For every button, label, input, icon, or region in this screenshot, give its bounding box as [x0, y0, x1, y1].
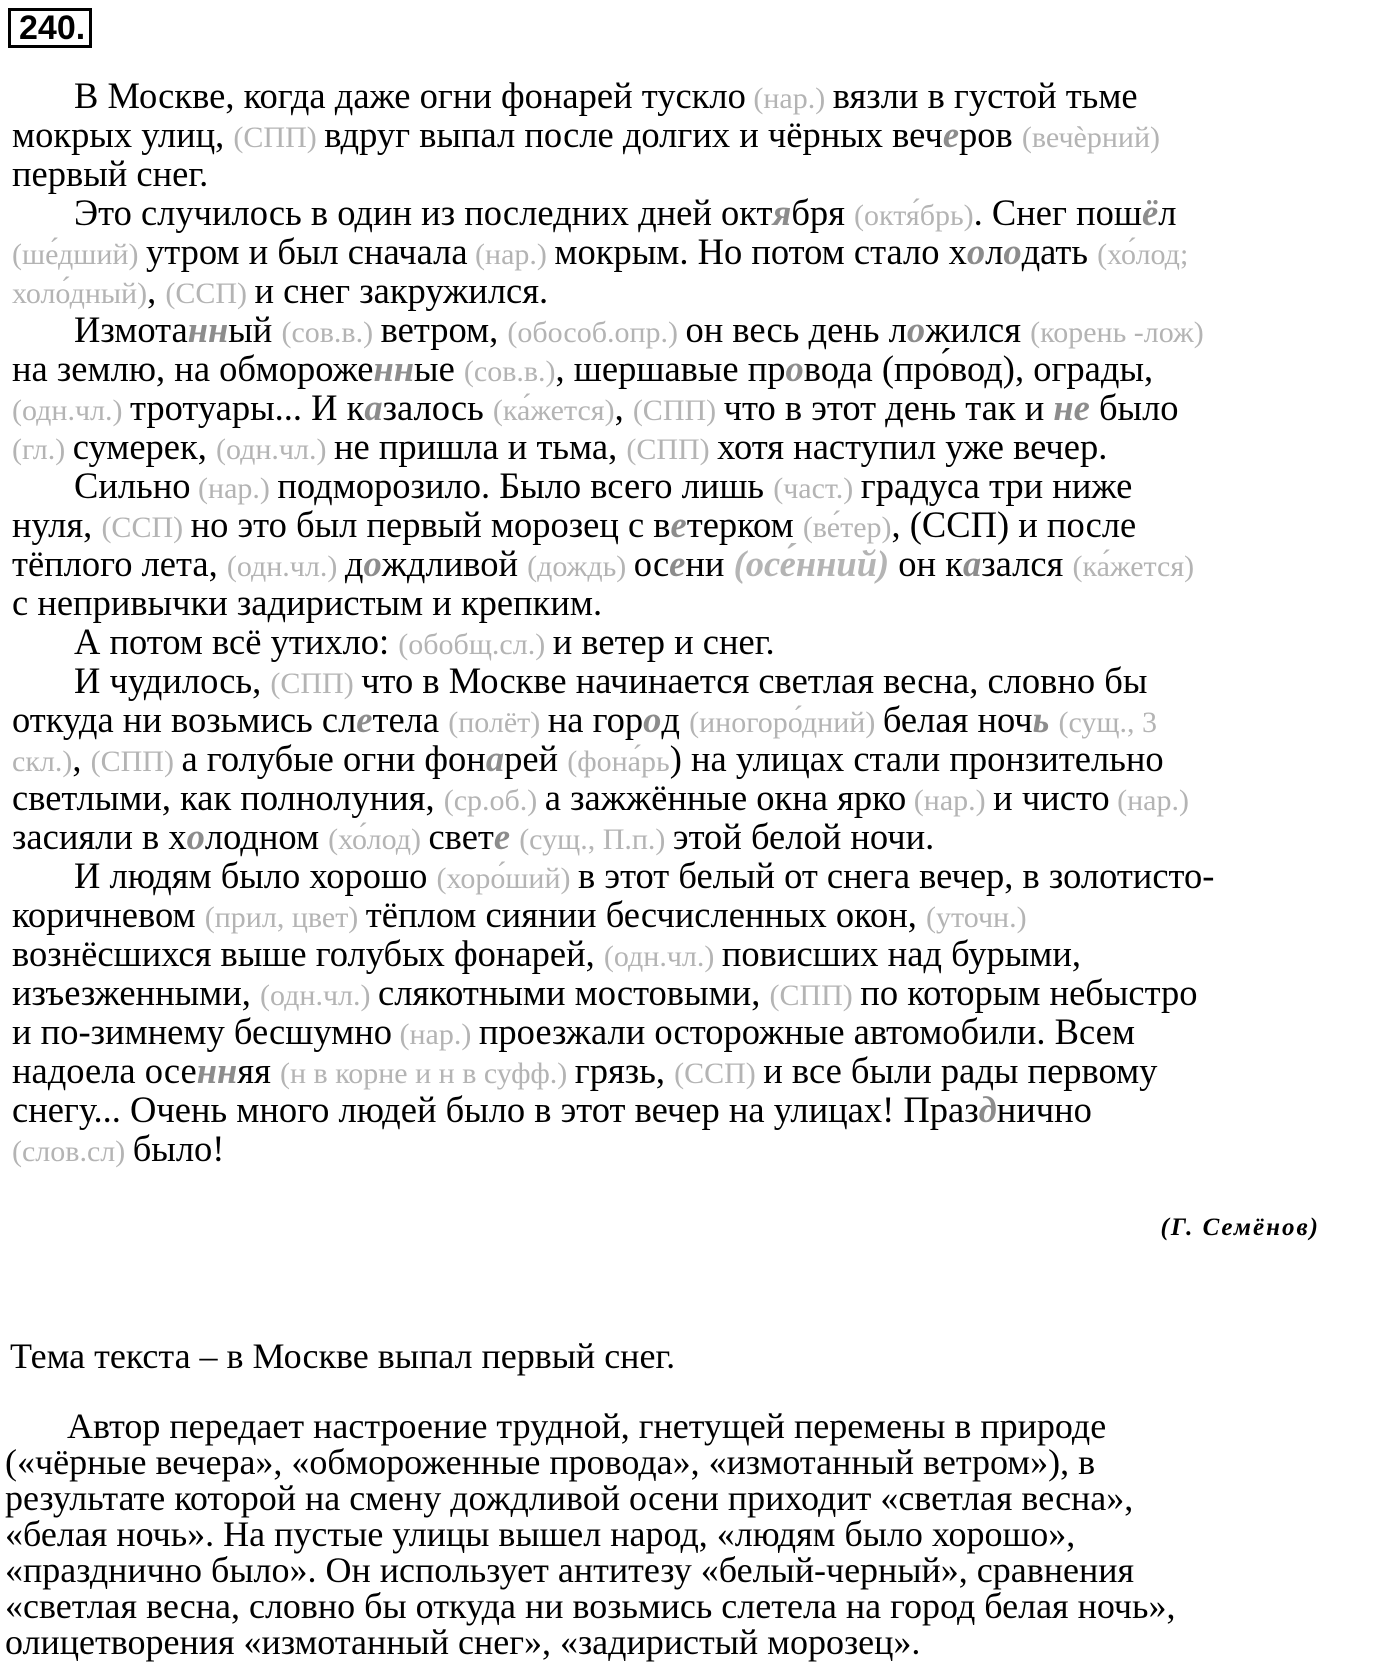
grammar-note: (нар.) — [190, 472, 278, 505]
grammar-note: (нар.) — [906, 784, 994, 817]
grammar-note: (одн.чл.) — [260, 979, 379, 1012]
text-fragment: изъезженными, — [12, 972, 261, 1013]
text-fragment: ров — [959, 114, 1022, 155]
grammar-note: (одн.чл.) — [215, 433, 334, 466]
exercise-text — [12, 76, 1394, 1168]
text-line — [12, 700, 1394, 739]
text-line — [12, 349, 1394, 388]
text-fragment: д — [344, 543, 364, 584]
text-fragment: тротуары... И к — [130, 387, 365, 428]
text-line — [12, 1090, 1394, 1129]
text-fragment — [510, 816, 519, 857]
grammar-note: (одн.чл.) — [226, 550, 345, 583]
text-fragment: Это случилось в один из последних дней окт — [74, 192, 773, 233]
text-fragment: , — [72, 738, 91, 779]
text-fragment: он к — [889, 543, 963, 584]
grammar-note: (сущ., П.п.) — [519, 823, 673, 856]
text-fragment: на гор — [547, 699, 644, 740]
text-fragment: , — [147, 270, 166, 311]
grammar-note: (уточн.) — [926, 901, 1027, 934]
grammar-note: (октя́брь) — [854, 199, 974, 232]
text-fragment: ждливой — [381, 543, 528, 584]
orthogram-letter: не — [1053, 387, 1090, 428]
text-fragment: тела — [372, 699, 449, 740]
orthogram-letter: о — [966, 231, 986, 272]
grammar-note: (ССП) — [674, 1057, 764, 1090]
text-fragment: лодном — [204, 816, 329, 857]
text-fragment: снегу... Очень много людей было в этот вечер на улицах! Праз — [12, 1089, 979, 1130]
author-attribution: (Г. Семёнов) — [1160, 1214, 1320, 1241]
grammar-note: (н в корне и н в суфф.) — [279, 1057, 575, 1090]
grammar-note: (полёт) — [448, 706, 548, 739]
text-line — [12, 76, 1394, 115]
text-fragment: с непривычки задиристым и крепким. — [12, 582, 603, 623]
analysis-line: «празднично было». Он использует антитезу «белый-черный», сравнения — [5, 1550, 1135, 1590]
text-line — [12, 661, 1394, 700]
analysis-line: «светлая весна, словно бы откуда ни возьмись слетела на город белая ночь», — [5, 1586, 1176, 1626]
text-fragment: белая ноч — [882, 699, 1033, 740]
text-fragment: мокрых улиц, — [12, 114, 234, 155]
text-fragment: подморозило. Было всего лишь — [277, 465, 774, 506]
text-fragment: В Москве, когда даже огни фонарей тускло — [74, 75, 746, 116]
grammar-note: (сов.в.) — [463, 355, 556, 388]
text-line — [12, 934, 1394, 973]
grammar-note: (корень -лож) — [1030, 316, 1204, 349]
grammar-note: (хо́лод) — [328, 823, 429, 856]
text-fragment: вязли в густой тьме — [832, 75, 1138, 116]
text-line — [12, 739, 1394, 778]
orthogram-letter: нн — [373, 348, 415, 389]
grammar-note: (СПП) — [769, 979, 861, 1012]
text-fragment: было — [1089, 387, 1179, 428]
text-fragment: терком — [686, 504, 803, 545]
text-fragment: залось — [382, 387, 493, 428]
grammar-note: (сущ., 3 — [1058, 706, 1157, 739]
text-fragment: вознёсшихся выше голубых фонарей, — [12, 933, 604, 974]
analysis-line: «белая ночь». На пустые улицы вышел народ, «людям было хорошо», — [5, 1514, 1076, 1554]
text-line — [12, 856, 1394, 895]
text-fragment: свет — [428, 816, 494, 857]
text-line — [12, 466, 1394, 505]
grammar-note: (иногоро́дний) — [689, 706, 883, 739]
grammar-note: (ка́жется) — [1072, 550, 1195, 583]
text-line — [12, 193, 1394, 232]
text-fragment: , шершавые пр — [555, 348, 786, 389]
text-fragment: засияли в х — [12, 816, 187, 857]
text-fragment: слякотными мостовыми, — [378, 972, 770, 1013]
orthogram-letter: нн — [187, 309, 229, 350]
text-fragment: этой белой ночи. — [672, 816, 935, 857]
grammar-note: (СПП) — [90, 745, 182, 778]
grammar-note: (ССП) — [165, 277, 255, 310]
text-fragment: вдруг выпал после долгих и чёрных веч — [324, 114, 943, 155]
text-fragment: в этот белый от снега вечер, в золотисто- — [578, 855, 1215, 896]
grammar-note: (ше́дший) — [12, 238, 146, 271]
text-fragment: И чудилось, — [74, 660, 271, 701]
grammar-note: (прил, цвет) — [204, 901, 366, 934]
text-fragment: и все были рады первому — [763, 1050, 1158, 1091]
text-fragment: тёплого лета, — [12, 543, 227, 584]
text-fragment: первый снег. — [12, 153, 209, 194]
text-fragment: нично — [996, 1089, 1092, 1130]
grammar-note: (нар.) — [392, 1018, 479, 1051]
orthogram-letter: а — [962, 543, 982, 584]
text-fragment: по которым небыстро — [860, 972, 1198, 1013]
text-fragment: градуса три ниже — [860, 465, 1133, 506]
orthogram-letter: е — [669, 543, 686, 584]
orthogram-letter: нн — [196, 1050, 238, 1091]
text-line — [12, 1051, 1394, 1090]
grammar-note: (гл.) — [12, 433, 73, 466]
text-line — [12, 817, 1394, 856]
text-line — [12, 154, 1394, 193]
analysis-paragraph — [5, 1408, 1395, 1660]
text-fragment: повисших над бурыми, — [721, 933, 1082, 974]
text-fragment: л — [985, 231, 1004, 272]
text-fragment: нуля, — [12, 504, 102, 545]
text-line — [12, 1012, 1394, 1051]
text-fragment: и чисто — [993, 777, 1110, 818]
grammar-note: (ка́жется) — [492, 394, 615, 427]
text-fragment: д — [661, 699, 690, 740]
text-fragment: зался — [981, 543, 1073, 584]
text-fragment: Сильно — [74, 465, 191, 506]
text-fragment: надоела осе — [12, 1050, 197, 1091]
text-line — [12, 115, 1394, 154]
orthogram-letter: а — [485, 738, 505, 779]
text-line — [12, 310, 1394, 349]
analysis-line: результате которой на смену дождливой осени приходит «светлая весна», — [5, 1478, 1134, 1518]
analysis-line: («чёрные вечера», «обмороженные провода», «измотанный ветром»), в — [5, 1442, 1096, 1482]
text-fragment: ый — [228, 309, 282, 350]
grammar-note: (слов.сл) — [12, 1135, 133, 1168]
text-line — [12, 505, 1394, 544]
orthogram-letter: ё — [1142, 192, 1159, 233]
orthogram-letter: е — [493, 816, 511, 857]
text-fragment: светлыми, как полнолуния, — [12, 777, 444, 818]
text-fragment: Измота — [74, 309, 188, 350]
text-fragment: А потом всё утихло: — [74, 621, 399, 662]
text-line — [12, 544, 1394, 583]
grammar-note: (част.) — [773, 472, 861, 505]
text-fragment: вода (про́вод), ограды, — [803, 348, 1154, 389]
text-fragment: утром и был сначала — [145, 231, 468, 272]
text-fragment: бря — [791, 192, 855, 233]
text-fragment: дать — [1021, 231, 1098, 272]
grammar-note: (нар.) — [1109, 784, 1189, 817]
text-fragment: было! — [132, 1128, 225, 1169]
grammar-note: (обобщ.сл.) — [398, 628, 553, 661]
text-fragment: ос — [633, 543, 670, 584]
orthogram-letter: е — [356, 699, 373, 740]
text-fragment: ые — [414, 348, 464, 389]
orthogram-letter: д — [978, 1089, 997, 1130]
text-fragment: сумерек, — [72, 426, 216, 467]
text-line — [12, 895, 1394, 934]
orthogram-letter: о — [186, 816, 205, 857]
text-line — [12, 622, 1394, 661]
grammar-note: (нар.) — [745, 82, 833, 115]
text-fragment: что в этот день так и — [723, 387, 1054, 428]
text-fragment: грязь, — [574, 1050, 675, 1091]
text-fragment: яя — [237, 1050, 280, 1091]
grammar-note: (СПП) — [632, 394, 724, 427]
grammar-note: (сов.в.) — [281, 316, 381, 349]
text-fragment: но это был первый морозец с в — [190, 504, 671, 545]
orthogram-letter: о — [363, 543, 382, 584]
grammar-note: (одн.чл.) — [603, 940, 722, 973]
grammar-note: (СПП) — [233, 121, 325, 154]
grammar-note: холо́дный) — [12, 277, 148, 310]
text-line — [12, 388, 1394, 427]
grammar-note: (ССП) — [101, 511, 191, 544]
text-line — [12, 583, 1394, 622]
text-fragment: ни — [685, 543, 734, 584]
grammar-note: (ве́тер) — [802, 511, 892, 544]
text-fragment: проезжали осторожные автомобили. Всем — [478, 1011, 1135, 1052]
text-fragment: коричневом — [12, 894, 205, 935]
text-fragment: жился — [925, 309, 1031, 350]
text-fragment: на землю, на обмороже — [12, 348, 374, 389]
grammar-note: (СПП) — [270, 667, 362, 700]
text-fragment: и по-зимнему бесшумно — [12, 1011, 393, 1052]
text-fragment: что в Москве начинается светлая весна, словно бы — [361, 660, 1148, 701]
text-fragment: рей — [504, 738, 568, 779]
text-line — [12, 271, 1394, 310]
grammar-note: (хо́лод; — [1097, 238, 1189, 271]
grammar-note: (хоро́ший) — [436, 862, 579, 895]
text-line — [12, 973, 1394, 1012]
text-fragment: хотя наступил уже вечер. — [717, 426, 1108, 467]
text-line — [12, 232, 1394, 271]
text-fragment: он весь день л — [685, 309, 907, 350]
text-fragment: , — [614, 387, 633, 428]
grammar-note: скл.) — [12, 745, 73, 778]
orthogram-letter: е — [670, 504, 687, 545]
analysis-line: олицетворения «измотанный снег», «задиристый морозец». — [5, 1622, 921, 1662]
orthogram-letter: о — [906, 309, 926, 350]
orthogram-letter: ь — [1032, 699, 1050, 740]
text-fragment: а зажжённые окна ярко — [544, 777, 907, 818]
orthogram-letter: я — [772, 192, 792, 233]
grammar-note: (нар.) — [467, 238, 555, 271]
grammar-note: (СПП) — [626, 433, 718, 466]
text-fragment: не пришла и тьма, — [333, 426, 627, 467]
text-fragment: а голубые огни фон — [181, 738, 486, 779]
text-fragment: мокрым. Но потом стало х — [554, 231, 967, 272]
grammar-note: (вечѐрний) — [1021, 121, 1160, 154]
orthogram-letter: а — [364, 387, 383, 428]
text-fragment: л — [1158, 192, 1177, 233]
orthogram-letter: е — [942, 114, 960, 155]
orthogram-letter: о — [785, 348, 804, 389]
grammar-note: (одн.чл.) — [12, 394, 130, 427]
text-line — [12, 427, 1394, 466]
orthogram-letter: о — [643, 699, 662, 740]
orthogram-letter: о — [1003, 231, 1022, 272]
grammar-note: (дождь) — [527, 550, 634, 583]
analysis-line: Автор передает настроение трудной, гнетущей перемены в природе — [67, 1406, 1107, 1446]
grammar-note: (фона́рь — [567, 745, 670, 778]
text-fragment: откуда ни возьмись сл — [12, 699, 357, 740]
text-theme: Тема текста – в Москве выпал первый снег. — [10, 1336, 676, 1376]
text-line — [12, 1129, 1394, 1168]
text-fragment: , (ССП) и после — [891, 504, 1137, 545]
grammar-note: (ср.об.) — [443, 784, 545, 817]
text-fragment: ветром, — [380, 309, 508, 350]
text-fragment: . Снег пош — [973, 192, 1142, 233]
grammar-note: (осе́нний) — [733, 543, 890, 584]
text-fragment: ) на улицах стали пронзительно — [669, 738, 1164, 779]
text-fragment: И людям было хорошо — [74, 855, 437, 896]
text-fragment: и ветер и снег. — [552, 621, 775, 662]
text-fragment: тёплом сиянии бесчисленных окон, — [365, 894, 927, 935]
text-fragment: и снег закружился. — [254, 270, 549, 311]
exercise-number: 240. — [8, 8, 92, 48]
text-line — [12, 778, 1394, 817]
grammar-note: (обособ.опр.) — [507, 316, 686, 349]
